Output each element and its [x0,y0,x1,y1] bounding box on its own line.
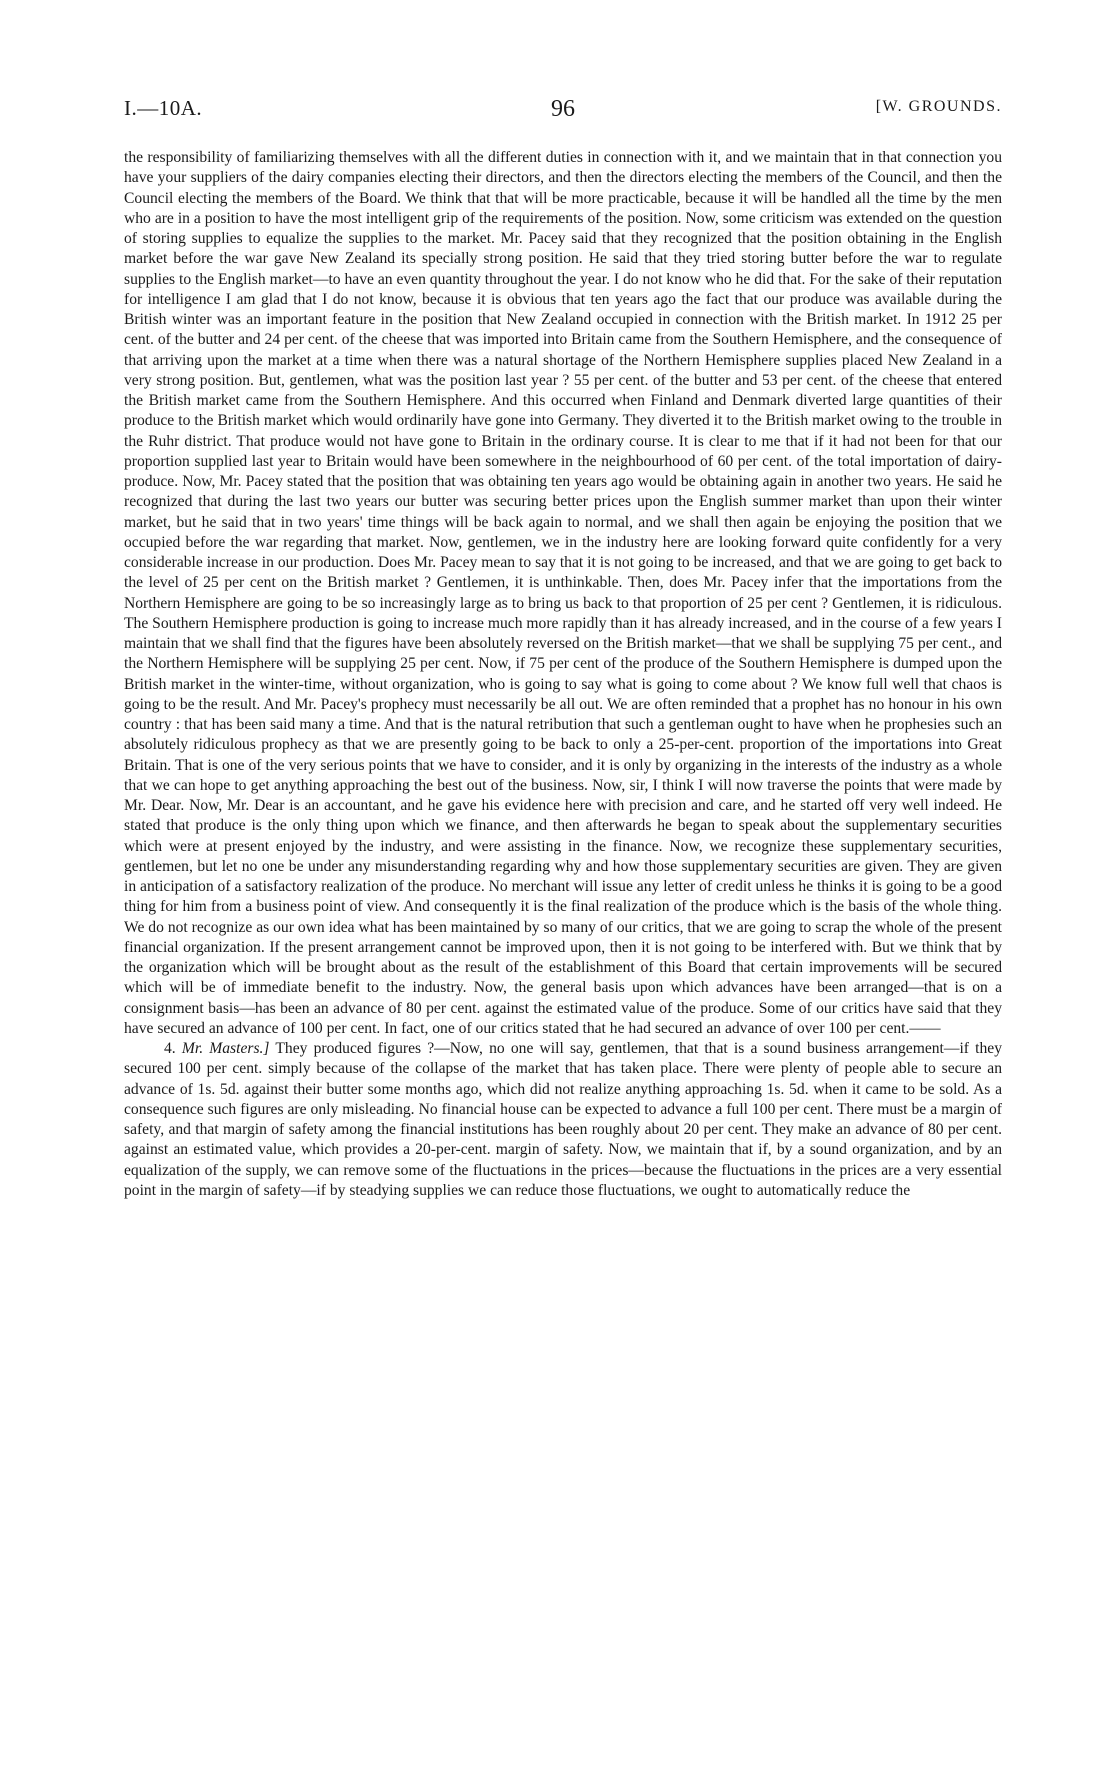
page-number: 96 [551,96,575,122]
witness-name: [W. GROUNDS. [875,98,1002,115]
question-number: 4. [164,1040,176,1057]
body-text [124,148,1002,1201]
paragraph-text: the responsibility of familiarizing themselves with all the different duties in connection with it, and we maintain that in that connection you have your suppliers of the dairy companies electing their directors, and then the directors electing the members of the Council, and then the Council electing the members of the Board. We think that that will be more practicable, because it will be handled all the time by the men who are in a position to have the most intelligent grip of the requirements of the position. Now, some criticism was extended on the question of storing supplies to equalize the supplies to the market. Mr. Pacey said that they recognized that the position obtaining in the English market before the war gave New Zealand its specially strong position. He said that they tried storing butter before the war to regulate supplies to the English market—to have an even quantity throughout the year. I do not know who he did that. For the sake of their reputation for intelligence I am glad that I do not know, because it is obvious that ten years ago the fact that our produce was available during the British winter was an important feature in the position that New Zealand occupied in connection with the British market. In 1912 25 per cent. of the butter and 24 per cent. of the cheese that was imported into Britain came from the Southern Hemisphere, and the consequence of that arriving upon the market at a time when there was a natural shortage of the Northern Hemisphere supplies placed New Zealand in a very strong position. But, gentlemen, what was the position last year ? 55 per cent. of the butter and 53 per cent. of the cheese that entered the British market came from the Southern Hemisphere. And this occurred when Finland and Denmark diverted large quantities of their produce to the British market which would ordinarily have gone into Germany. They diverted it to the British market owing to the trouble in the Ruhr district. That produce would not have gone to Britain in the ordinary course. It is clear to me that if it had not been for that our proportion supplied last year to Britain would have been somewhere in the neighbourhood of 60 per cent. of the total importation of dairy-produce. Now, Mr. Pacey stated that the position that was obtaining ten years ago would be obtaining again in another two years. He said he recognized that during the last two years our butter was securing better prices upon the English summer market than upon their winter market, but he said that in two years' time things will be back again to normal, and we shall then again be enjoying the position that we occupied before the war regarding that market. Now, gentlemen, we in the industry here are looking forward quite confidently for a very considerable increase in our production. Does Mr. Pacey mean to say that it is not going to be increased, and that we are going to get back to the level of 25 per cent on the British market ? Gentlemen, it is unthinkable. Then, does Mr. Pacey infer that the importations from the Northern Hemisphere are going to be so increasingly large as to bring us back to that proportion of 25 per cent ? Gentlemen, it is ridiculous. The Southern Hemisphere production is going to increase much more rapidly than it has already increased, and in the course of a few years I maintain that we shall find that the figures have been absolutely reversed on the British market—that we shall be supplying 75 per cent., and the Northern Hemisphere will be supplying 25 per cent. Now, if 75 per cent of the produce of the Southern Hemisphere is dumped upon the British market in the winter-time, without organization, who is going to say what is going to come about ? We know full well that chaos is going to be the result. And Mr. Pacey's prophecy must necessarily be all out. We are often reminded that a prophet has no honour in his own country : that has been said many a time. And that is the natural retribution that such a gentleman ought to have when he prophesies such an absolutely ridiculous prophecy as that we are presently going to be back to only a 25-per-cent. proportion of the importations into Great Britain. That is one of the very serious points that we have to consider, and it is only by organizing in the interests of the industry as a whole that we can hope to get anything approaching the best out of the business. Now, sir, I think I will now traverse the points that were made by Mr. Dear. Now, Mr. Dear is an accountant, and he gave his evidence here with precision and care, and he started off very well indeed. He stated that produce is the only thing upon which we finance, and then afterwards he began to speak about the supplementary securities which were at present enjoyed by the industry, and were assisting in the finance. Now, we recognize these supplementary securities, gentlemen, but let no one be under any misunderstanding regarding why and how those supplementary securities are given. They are given in anticipation of a satisfactory realization of the produce. No merchant will issue any letter of credit unless he thinks it is going to be a good thing for him from a business point of view. And consequently it is the final realization of the produce which is the basis of the whole thing. We do not recognize as our own idea what has been maintained by so many of our critics, that we are going to scrap the whole of the present financial organization. If the present arrangement cannot be improved upon, then it is not going to be interfered with. But we think that by the organization which will be brought about as the result of the establishment of this Board that certain improvements will be secured which will be of immediate benefit to the industry. Now, the general basis upon which advances have been arranged—that is on a consignment basis—has been an advance of 80 per cent. against the estimated value of the produce. Some of our critics have said that they have secured an advance of 100 per cent. In fact, one of our critics stated that he had secured an advance of over 100 per cent.—— [124,149,1002,1037]
paragraph [124,148,1002,1039]
speaker-name: Mr. Masters.] [181,1040,270,1057]
paragraph-text: They produced figures ?—Now, no one will say, gentlemen, that that is a sound business arrangement—if they secured 100 per cent. simply because of the collapse of the market that has taken place. There were plenty of people able to secure an advance of 1s. 5d. against their butter some months ago, which did not realize anything approaching 1s. 5d. when it came to be sold. As a consequence such figures are only misleading. No financial house can be expected to advance a full 100 per cent. There must be a margin of safety, and that margin of safety among the financial institutions has been roughly about 20 per cent. They make an advance of 80 per cent. against an estimated value, which provides a 20-per-cent. margin of safety. Now, we maintain that if, by a sound organization, and by an equalization of the supply, we can remove some of the fluctuations in the prices—because the fluctuations in the prices are a very essential point in the margin of safety—if by steadying supplies we can reduce those fluctuations, we ought to automatically reduce the [124,1040,1002,1199]
document-reference: I.—10A. [124,96,203,120]
page-header [124,96,1002,136]
paragraph [124,1039,1002,1201]
